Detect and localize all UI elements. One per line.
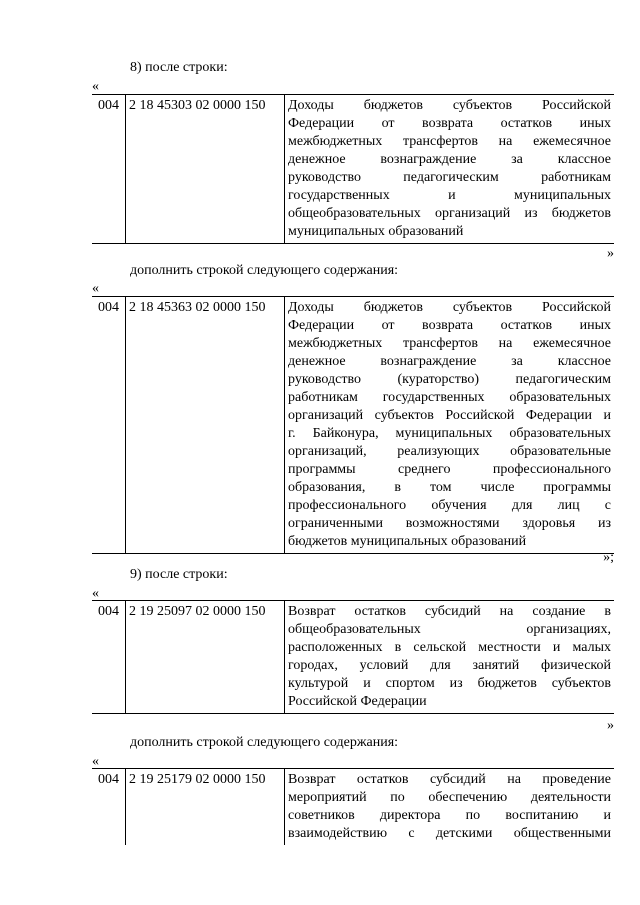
description-line: Федерации от возврата остатков иных — [288, 318, 611, 333]
description-cell — [285, 297, 615, 554]
description-line: ограниченными возможностями здоровья из — [288, 516, 611, 531]
admin-code-cell: 004 — [92, 297, 126, 554]
description-line: государственных и муниципальных — [288, 188, 611, 203]
description-line: советников директора по воспитанию и — [288, 808, 611, 823]
description-line: руководство педагогическим работникам — [288, 170, 611, 185]
description-line: культурой и спортом из бюджетов субъектов — [288, 676, 611, 691]
table-row — [92, 297, 614, 554]
description-line: общеобразовательных организациях, — [288, 622, 611, 637]
description-line: организаций субъектов Российской Федерации и — [288, 408, 611, 423]
kbk-code-cell: 2 19 25179 02 0000 150 — [126, 769, 285, 846]
budget-table-row-4 — [92, 768, 614, 845]
open-quote: « — [92, 79, 99, 94]
description-line: программы среднего профессионального — [288, 462, 611, 477]
description-line: профессионального обучения для лиц с — [288, 498, 611, 513]
description-line: Доходы бюджетов субъектов Российской — [288, 98, 611, 113]
kbk-code-cell: 2 19 25097 02 0000 150 — [126, 601, 285, 714]
budget-table-row-3 — [92, 600, 614, 714]
close-quote: »; — [603, 550, 614, 565]
table-row — [92, 769, 614, 846]
table-row — [92, 601, 614, 714]
description-line: городах, условий для занятий физической — [288, 658, 611, 673]
description-line: руководство (кураторство) педагогическим — [288, 372, 611, 387]
description-line: Доходы бюджетов субъектов Российской — [288, 300, 611, 315]
description-line: расположенных в сельской местности и малых — [288, 640, 611, 655]
admin-code-cell: 004 — [92, 601, 126, 714]
section-heading-add-2: дополнить строкой следующего содержания: — [130, 735, 399, 750]
close-quote: » — [607, 246, 614, 261]
kbk-code-cell: 2 18 45303 02 0000 150 — [126, 95, 285, 244]
description-cell — [285, 95, 615, 244]
description-line: организаций, реализующих образовательные — [288, 444, 611, 459]
description-line: работникам государственных образовательных — [288, 390, 611, 405]
description-line: межбюджетных трансфертов на ежемесячное — [288, 134, 611, 149]
description-line: г. Байконура, муниципальных образовательных — [288, 426, 611, 441]
close-quote: » — [607, 718, 614, 733]
description-line: бюджетов муниципальных образований — [288, 534, 527, 549]
description-line: Российской Федерации — [288, 694, 427, 709]
budget-table-row-2 — [92, 296, 614, 554]
section-heading-8: 8) после строки: — [130, 60, 228, 75]
description-cell — [285, 601, 615, 714]
description-line: Федерации от возврата остатков иных — [288, 116, 611, 131]
description-line: взаимодействию с детскими общественными — [288, 826, 611, 841]
table-row — [92, 95, 614, 244]
section-heading-9: 9) после строки: — [130, 567, 228, 582]
kbk-code-cell: 2 18 45363 02 0000 150 — [126, 297, 285, 554]
description-cell — [285, 769, 615, 846]
open-quote: « — [92, 281, 99, 296]
description-line: межбюджетных трансфертов на ежемесячное — [288, 336, 611, 351]
admin-code-cell: 004 — [92, 769, 126, 846]
description-line: общеобразовательных организаций из бюджетов — [288, 206, 611, 221]
description-line: денежное вознаграждение за классное — [288, 354, 611, 369]
description-line: Возврат остатков субсидий на создание в — [288, 604, 611, 619]
description-line: Возврат остатков субсидий на проведение — [288, 772, 611, 787]
open-quote: « — [92, 754, 99, 769]
description-line: муниципальных образований — [288, 224, 464, 239]
description-line: денежное вознаграждение за классное — [288, 152, 611, 167]
budget-table-row-1 — [92, 94, 614, 244]
open-quote: « — [92, 586, 99, 601]
admin-code-cell: 004 — [92, 95, 126, 244]
description-line: образования, в том числе программы — [288, 480, 611, 495]
description-line: мероприятий по обеспечению деятельности — [288, 790, 611, 805]
section-heading-add: дополнить строкой следующего содержания: — [130, 263, 399, 278]
